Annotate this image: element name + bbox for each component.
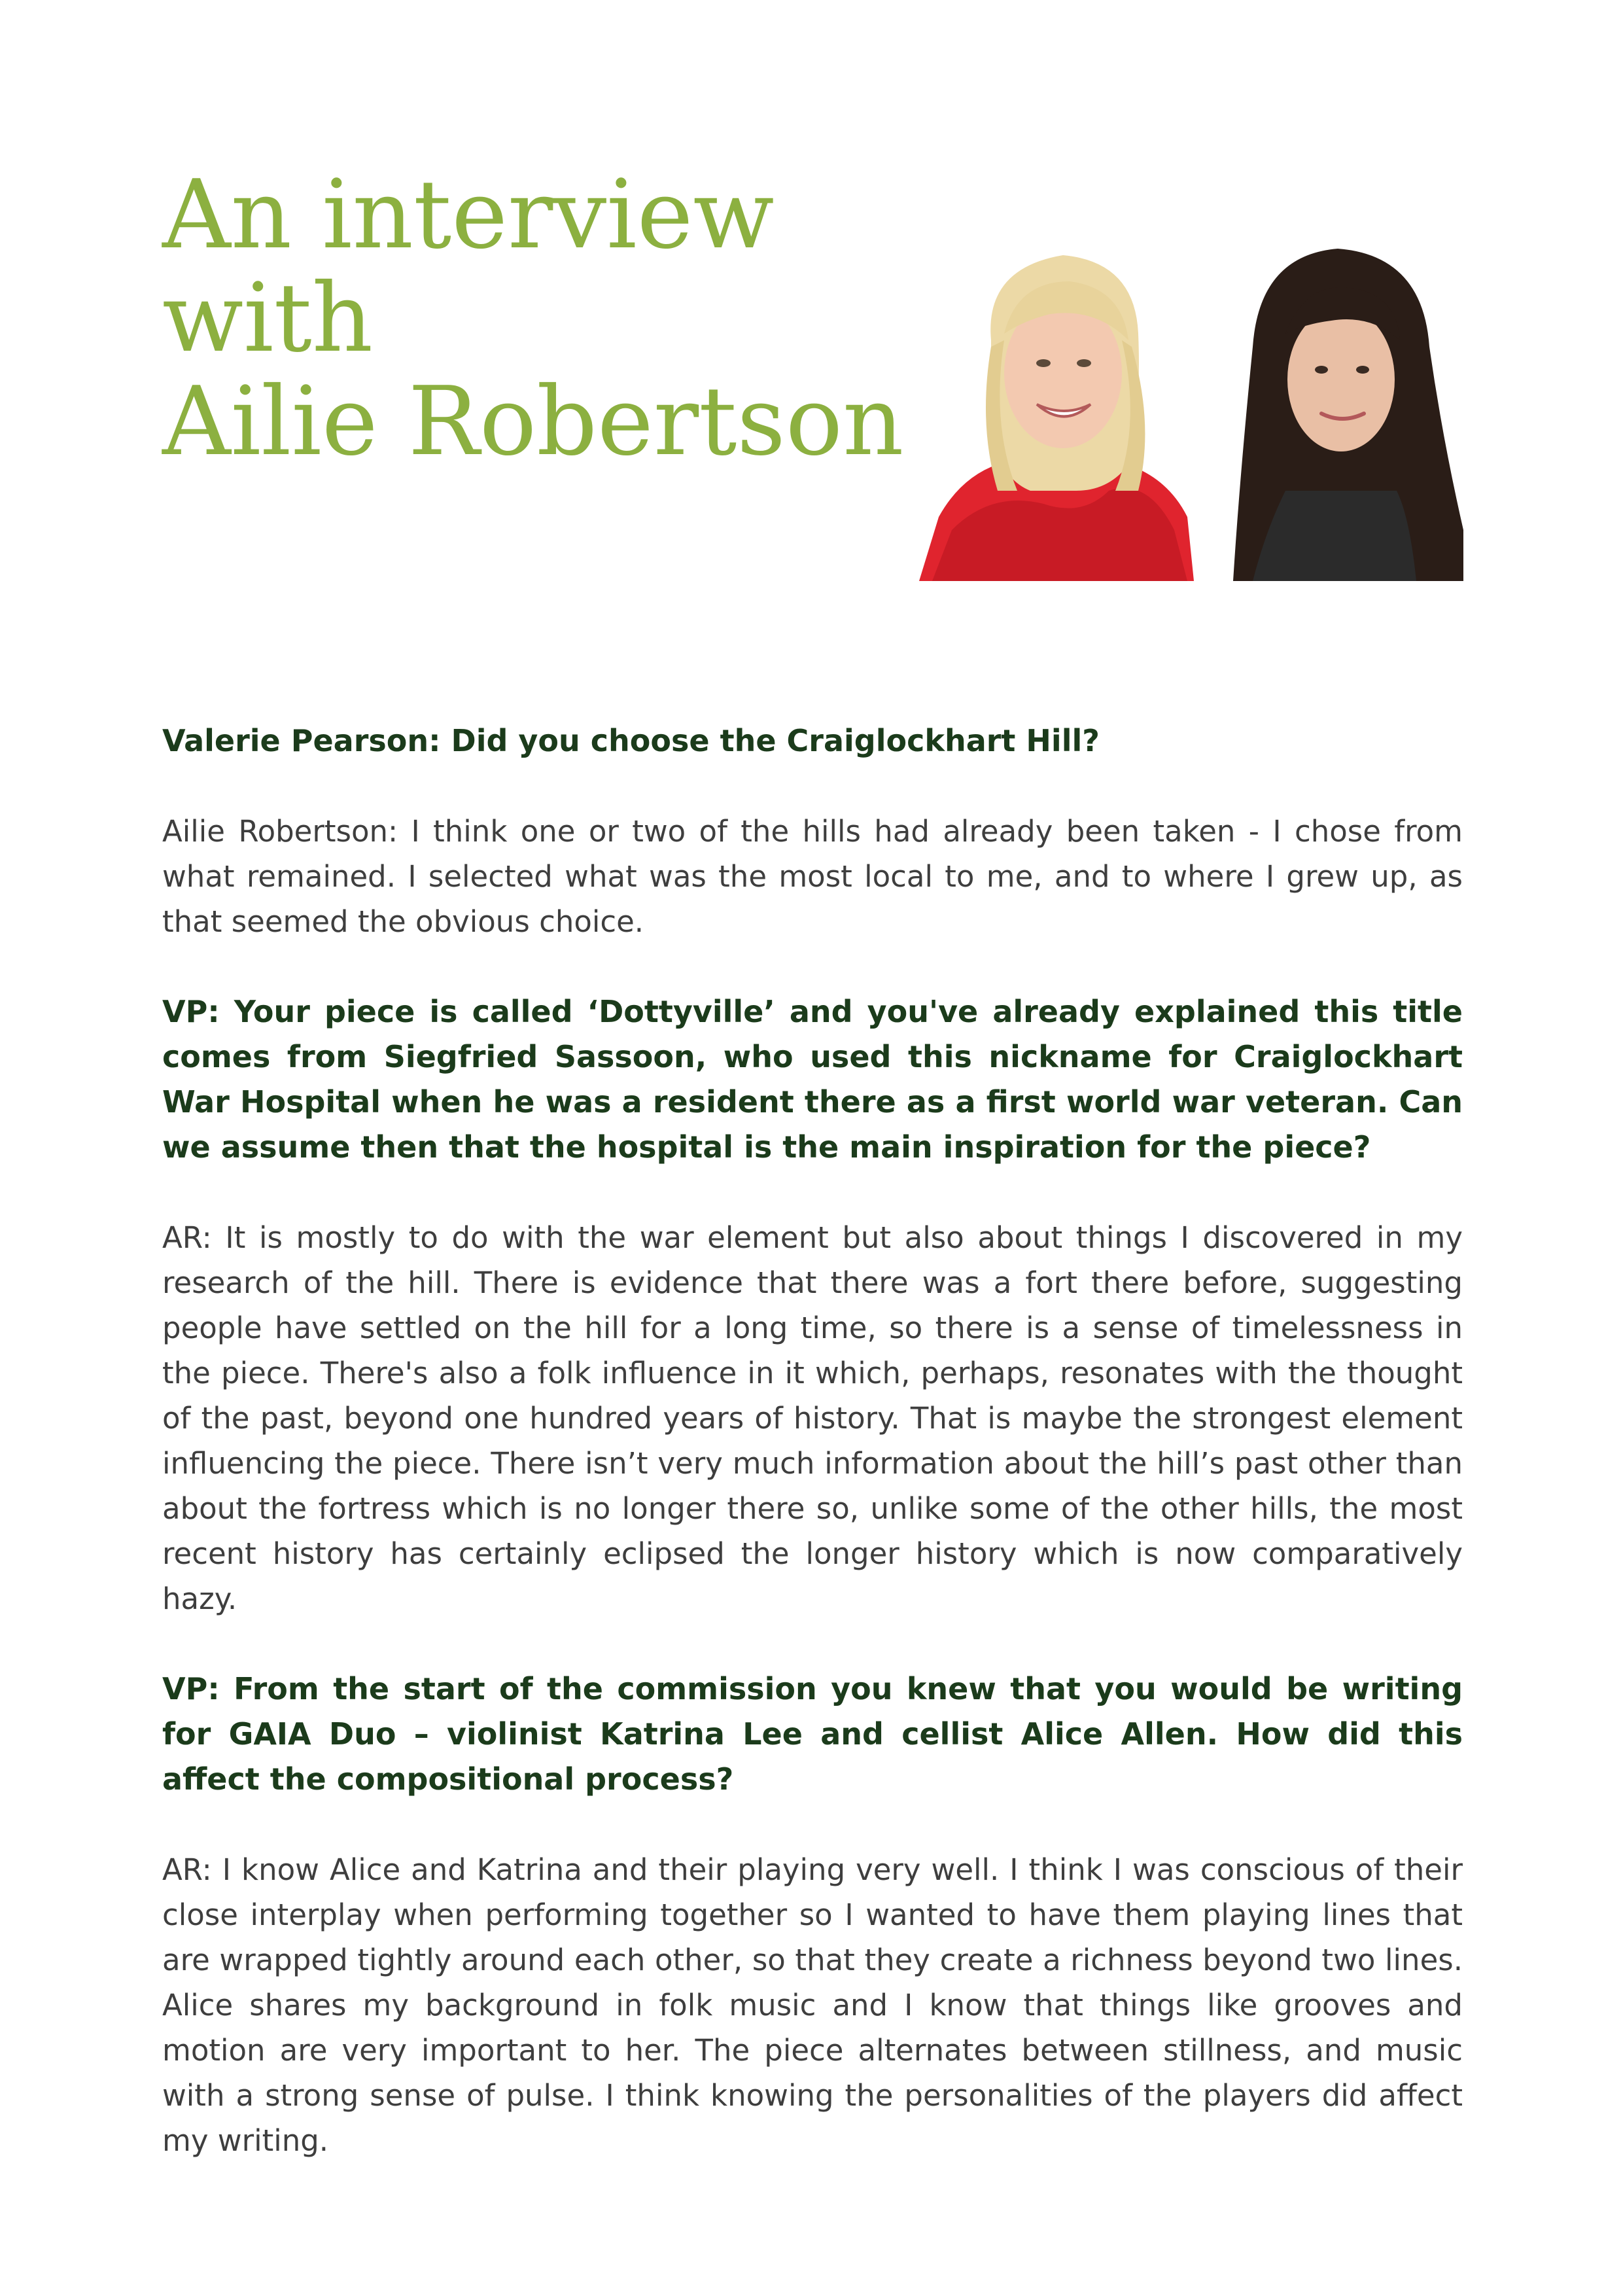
- question-3: VP: From the start of the commission you knew that you would be writing for GAIA Duo – violinist Katrina Lee and cellist Alice Allen. How did this affect the compositional process?: [162, 1671, 1463, 1797]
- interview-body: [162, 718, 1463, 2163]
- answer-1: Ailie Robertson: I think one or two of the hills had already been taken - I chose from what remained. I selected what was the most local to me, and to where I grew up, as that seemed the obvious choice.: [162, 814, 1463, 939]
- answer-3: AR: I know Alice and Katrina and their playing very well. I think I was conscious of their close interplay when performing together so I wanted to have them playing lines that are wrapped tightly around each other, so that they create a richness beyond two lines. Alice shares my background in folk music and I know that things like grooves and motion are very important to her. The piece alternates between stillness, and music with a strong sense of pulse. I think knowing the personalities of the players did affect my writing.: [162, 1852, 1463, 2158]
- title-line-2: Ailie Robertson: [162, 366, 904, 477]
- portrait-blonde-woman: [919, 255, 1194, 581]
- answer-2: AR: It is mostly to do with the war element but also about things I discovered in my research of the hill. There is evidence that there was a fort there before, suggesting people have settled on the hill for a long time, so there is a sense of timelessness in the piece. There's also a folk influence in it which, perhaps, resonates with the thought of the past, beyond one hundred years of history. That is maybe the strongest element influencing the piece. There isn’t very much information about the hill’s past other than about the fortress which is no longer there so, unlike some of the other hills, the most recent history has certainly eclipsed the longer history which is now comparatively hazy.: [162, 1220, 1463, 1616]
- page-title: [162, 160, 947, 477]
- portrait-dark-haired-woman: [1227, 242, 1463, 581]
- title-line-1: An interview with: [162, 160, 775, 374]
- question-2: VP: Your piece is called ‘Dottyville’ and you've already explained this title comes from Siegfried Sassoon, who used this nickname for Craiglockhart War Hospital when he was a resident there as a first world war veteran. Can we assume then that the hospital is the main inspiration for the piece?: [162, 994, 1463, 1165]
- portrait-photos: [913, 242, 1463, 581]
- question-1: Valerie Pearson: Did you choose the Craiglockhart Hill?: [162, 723, 1100, 758]
